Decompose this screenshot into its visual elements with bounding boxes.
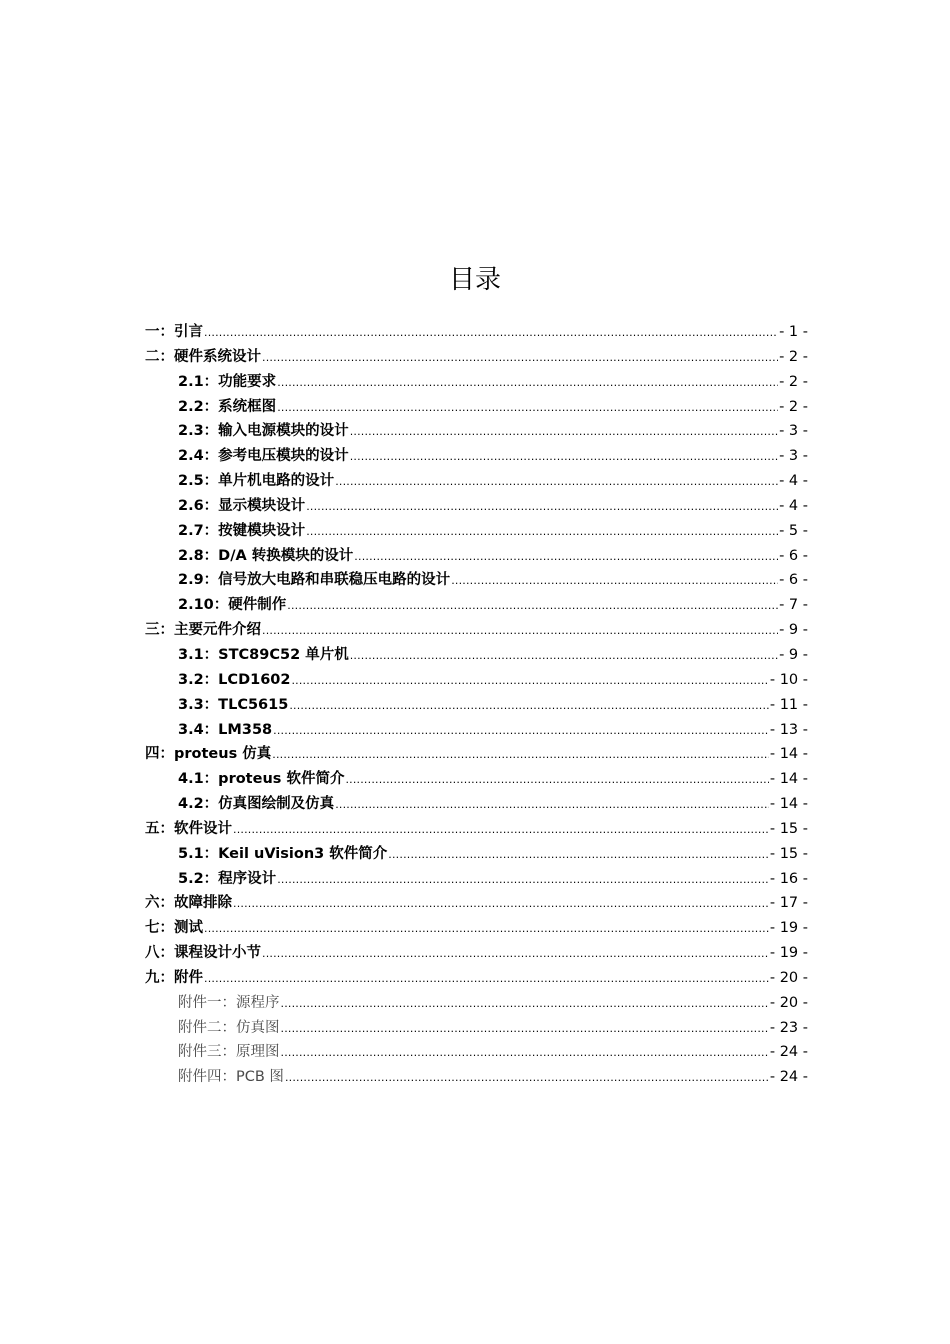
toc-entry[interactable] [145, 842, 808, 867]
toc-dot-leader [335, 793, 769, 818]
toc-entry[interactable] [145, 817, 808, 842]
toc-entry[interactable] [145, 320, 808, 345]
toc-entry-label: 2.9：信号放大电路和串联稳压电路的设计 [178, 572, 451, 589]
toc-entry-label: 附件二：仿真图 [178, 1019, 280, 1036]
toc-entry-page-number: - 15 - [769, 845, 808, 862]
toc-entry[interactable] [145, 643, 808, 668]
toc-entry-label: 3.1：STC89C52 单片机 [178, 646, 349, 663]
toc-entry-page-number: - 3 - [779, 423, 808, 440]
toc-dot-leader [204, 917, 769, 942]
toc-entry-label: 2.4：参考电压模块的设计 [178, 448, 349, 465]
toc-entry-label: 五：软件设计 [145, 820, 232, 837]
toc-entry[interactable] [145, 668, 808, 693]
toc-entry-page-number: - 2 - [779, 398, 808, 415]
toc-entry[interactable] [145, 693, 808, 718]
toc-entry-page-number: - 14 - [769, 771, 808, 788]
toc-entry-label: 九：附件 [145, 969, 203, 986]
toc-entry[interactable] [145, 1065, 808, 1090]
toc-dot-leader [233, 892, 769, 917]
toc-entry-page-number: - 10 - [769, 671, 808, 688]
toc-dot-leader [350, 420, 778, 445]
toc-entry-label: 附件四：PCB 图 [178, 1069, 284, 1086]
toc-entry[interactable] [145, 469, 808, 494]
toc-entry-label: 2.3：输入电源模块的设计 [178, 423, 349, 440]
toc-entry-page-number: - 2 - [779, 348, 808, 365]
toc-entry-label: 2.5：单片机电路的设计 [178, 473, 335, 490]
toc-entry-label: 5.2：程序设计 [178, 870, 277, 887]
toc-entry-page-number: - 1 - [779, 324, 808, 340]
toc-dot-leader [277, 396, 778, 421]
toc-dot-leader [277, 868, 769, 893]
toc-entry[interactable] [145, 767, 808, 792]
toc-entry-label: 三：主要元件介绍 [145, 622, 261, 639]
toc-entry-label: 4.1：proteus 软件简介 [178, 771, 345, 788]
toc-entry[interactable] [145, 618, 808, 643]
toc-entry[interactable] [145, 544, 808, 569]
toc-entry[interactable] [145, 891, 808, 916]
toc-dot-leader [306, 520, 778, 545]
toc-entry-label: 一：引言 [145, 324, 203, 340]
toc-entry-page-number: - 24 - [769, 1044, 808, 1061]
toc-dot-leader [388, 843, 769, 868]
toc-dot-leader [272, 743, 769, 768]
toc-entry[interactable] [145, 792, 808, 817]
toc-entry-page-number: - 5 - [779, 522, 808, 539]
toc-entry-page-number: - 23 - [769, 1019, 808, 1036]
toc-entry-page-number: - 9 - [779, 646, 808, 663]
toc-dot-leader [262, 619, 778, 644]
toc-entry-page-number: - 3 - [779, 448, 808, 465]
toc-dot-leader [262, 942, 769, 967]
toc-entry-label: 2.2：系统框图 [178, 398, 277, 415]
toc-dot-leader [281, 992, 769, 1017]
toc-entry-label: 3.3：TLC5615 [178, 696, 289, 713]
toc-entry-page-number: - 11 - [769, 696, 808, 713]
toc-entry[interactable] [145, 991, 808, 1016]
toc-entry[interactable] [145, 742, 808, 767]
toc-dot-leader [345, 768, 768, 793]
toc-entry[interactable] [145, 444, 808, 469]
toc-entry-page-number: - 13 - [769, 721, 808, 738]
toc-entry-page-number: - 7 - [779, 597, 808, 614]
toc-entry[interactable] [145, 1040, 808, 1065]
toc-entry-label: 3.2：LCD1602 [178, 671, 291, 688]
toc-dot-leader [354, 545, 778, 570]
toc-entry[interactable] [145, 867, 808, 892]
toc-entry-label: 2.6：显示模块设计 [178, 497, 306, 514]
toc-entry-label: 2.10：硬件制作 [178, 597, 287, 614]
toc-entry-label: 2.8：D/A 转换模块的设计 [178, 547, 354, 564]
toc-entry-page-number: - 9 - [779, 622, 808, 639]
toc-entry-label: 2.7：按键模块设计 [178, 522, 306, 539]
toc-entry-label: 二：硬件系统设计 [145, 348, 261, 365]
toc-dot-leader [277, 371, 778, 396]
toc-entry-page-number: - 4 - [779, 497, 808, 514]
toc-entry-page-number: - 19 - [769, 945, 808, 962]
toc-entry-page-number: - 2 - [779, 373, 808, 390]
toc-dot-leader [285, 1066, 769, 1091]
toc-entry-page-number: - 14 - [769, 746, 808, 763]
toc-entry-label: 附件一：源程序 [178, 994, 280, 1011]
toc-dot-leader [281, 1017, 769, 1042]
toc-entry[interactable] [145, 395, 808, 420]
toc-entry-label: 5.1：Keil uVision3 软件简介 [178, 845, 388, 862]
toc-dot-leader [281, 1041, 769, 1066]
toc-entry-label: 附件三：原理图 [178, 1044, 280, 1061]
toc-entry-page-number: - 19 - [769, 920, 808, 937]
toc-entry[interactable] [145, 568, 808, 593]
toc-dot-leader [262, 346, 778, 371]
toc-entry[interactable] [145, 345, 808, 370]
toc-entry-page-number: - 20 - [769, 969, 808, 986]
toc-entry-page-number: - 4 - [779, 473, 808, 490]
toc-title: 目录 [448, 265, 501, 295]
toc-entry-page-number: - 6 - [779, 572, 808, 589]
toc-entry-label: 2.1：功能要求 [178, 373, 277, 390]
toc-entry-label: 3.4：LM358 [178, 721, 273, 738]
toc-entry-page-number: - 15 - [769, 820, 808, 837]
toc-dot-leader [350, 644, 778, 669]
toc-dot-leader [451, 569, 778, 594]
toc-entry[interactable] [145, 370, 808, 395]
toc-dot-leader [273, 719, 769, 744]
toc-dot-leader [287, 594, 778, 619]
toc-entry-page-number: - 14 - [769, 796, 808, 813]
toc-dot-leader [350, 445, 778, 470]
toc-dot-leader [233, 818, 769, 843]
toc-entry-label: 4.2：仿真图绘制及仿真 [178, 796, 335, 813]
toc-entry-label: 六：故障排除 [145, 895, 232, 912]
toc-entry[interactable] [145, 718, 808, 743]
toc-dot-leader [335, 470, 778, 495]
toc-dot-leader [204, 321, 778, 346]
toc-entry[interactable] [145, 419, 808, 444]
toc-entry-label: 七：测试 [145, 920, 203, 937]
toc-entry-page-number: - 20 - [769, 994, 808, 1011]
toc-entry-page-number: - 24 - [769, 1069, 808, 1086]
toc-entry[interactable] [145, 916, 808, 941]
toc-entry-page-number: - 16 - [769, 870, 808, 887]
toc-entry[interactable] [145, 519, 808, 544]
toc-entry-label: 八：课程设计小节 [145, 945, 261, 962]
toc-dot-leader [204, 967, 769, 992]
toc-entry[interactable] [145, 593, 808, 618]
toc-dot-leader [289, 694, 769, 719]
toc-entry-page-number: - 17 - [769, 895, 808, 912]
toc-dot-leader [291, 669, 768, 694]
toc-entry-page-number: - 6 - [779, 547, 808, 564]
toc-entry[interactable] [145, 941, 808, 966]
toc-dot-leader [306, 495, 778, 520]
toc-entry[interactable] [145, 1016, 808, 1041]
toc-entry-label: 四：proteus 仿真 [145, 746, 272, 763]
toc-entry[interactable] [145, 494, 808, 519]
table-of-contents [145, 320, 808, 1090]
toc-entry[interactable] [145, 966, 808, 991]
